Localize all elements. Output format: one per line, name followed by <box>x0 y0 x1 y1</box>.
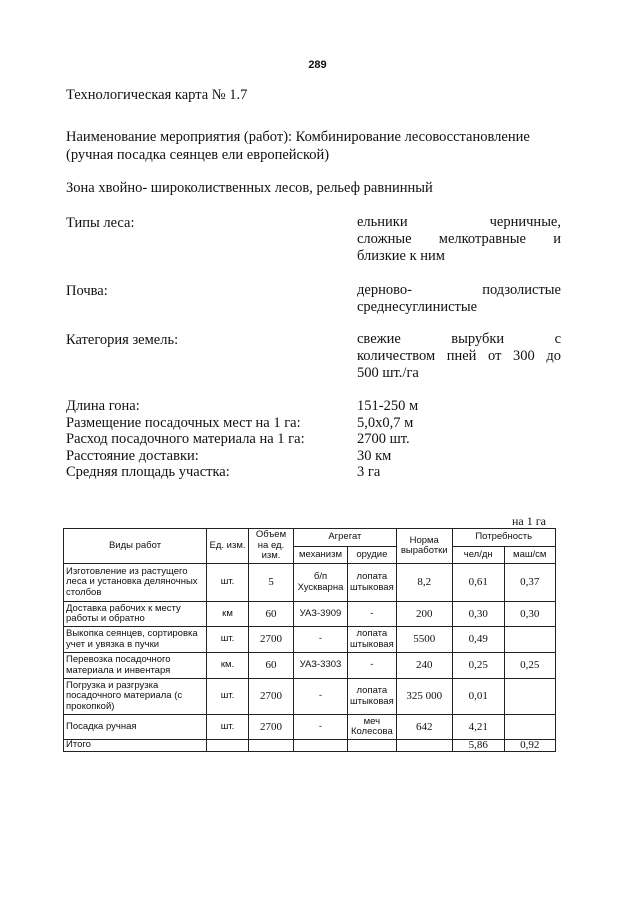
forest-types-line: сложные мелкотравные и <box>357 231 561 247</box>
work-name: Погрузка и разгрузка посадочного материала (с прокопкой) <box>64 679 207 715</box>
param-label: Расход посадочного материала на 1 га: <box>66 431 305 448</box>
empty-cell <box>249 740 294 752</box>
norm-cell: 325 000 <box>396 679 452 715</box>
header-aggregate: Агрегат <box>294 529 397 547</box>
norm-cell: 240 <box>396 653 452 679</box>
mechanism-cell: б/п Хускварна <box>294 564 348 602</box>
tool-cell: меч Колесова <box>348 715 397 740</box>
work-name: Изготовление из растущего леса и установка деляночных столбов <box>64 564 207 602</box>
man-days-cell: 0,25 <box>452 653 504 679</box>
empty-cell <box>294 740 348 752</box>
param-label: Длина гона: <box>66 398 140 414</box>
card-title: Технологическая карта № 1.7 <box>66 87 248 103</box>
param-value: 30 км <box>357 447 392 464</box>
machine-shifts-cell <box>504 627 555 653</box>
land-category-value <box>357 331 561 382</box>
header-unit: Ед. изм. <box>207 529 249 564</box>
page-number: 289 <box>308 59 327 71</box>
param-value: 2700 шт. <box>357 431 410 448</box>
soil-value <box>357 282 561 316</box>
empty-cell <box>396 740 452 752</box>
param-row <box>66 431 418 448</box>
mechanism-cell: - <box>294 679 348 715</box>
machine-shifts-cell <box>504 715 555 740</box>
header-tool: орудие <box>348 547 397 564</box>
empty-cell <box>348 740 397 752</box>
land-category-label: Категория земель: <box>66 332 179 348</box>
tool-cell: лопата штыковая <box>348 564 397 602</box>
tool-cell: - <box>348 653 397 679</box>
unit-cell: шт. <box>207 679 249 715</box>
param-row <box>66 398 418 415</box>
land-category-line: свежие вырубки с <box>357 331 561 347</box>
unit-cell: км <box>207 602 249 627</box>
volume-cell: 60 <box>249 602 294 627</box>
empty-cell <box>207 740 249 752</box>
work-name: Доставка рабочих к месту работы и обратно <box>64 602 207 627</box>
work-table <box>63 528 556 752</box>
tool-cell: - <box>348 602 397 627</box>
unit-cell: шт. <box>207 627 249 653</box>
mechanism-cell: - <box>294 715 348 740</box>
unit-cell: км. <box>207 653 249 679</box>
total-label: Итого <box>64 740 207 752</box>
zone-text: Зона хвойно- широколиственных лесов, рельеф равнинный <box>66 180 433 196</box>
table-total-row <box>64 740 556 752</box>
man-days-cell: 4,21 <box>452 715 504 740</box>
header-man-days: чел/дн <box>452 547 504 564</box>
header-mechanism: механизм <box>294 547 348 564</box>
unit-cell: шт. <box>207 715 249 740</box>
forest-types-line: ельники черничные, <box>357 214 561 230</box>
machine-shifts-cell <box>504 679 555 715</box>
table-row <box>64 564 556 602</box>
machine-shifts-cell: 0,37 <box>504 564 555 602</box>
mechanism-cell: - <box>294 627 348 653</box>
total-man-days: 5,86 <box>452 740 504 752</box>
header-machine-shifts: маш/см <box>504 547 555 564</box>
header-norm: Норма выработки <box>396 529 452 564</box>
forest-types-label: Типы леса: <box>66 215 135 231</box>
total-machine-shifts: 0,92 <box>504 740 555 752</box>
table-row <box>64 653 556 679</box>
machine-shifts-cell: 0,30 <box>504 602 555 627</box>
mechanism-cell: УАЗ-3303 <box>294 653 348 679</box>
table-row <box>64 627 556 653</box>
table-note: на 1 га <box>512 514 546 528</box>
param-value: 3 га <box>357 464 381 481</box>
forest-types-line: близкие к ним <box>357 248 445 264</box>
param-row <box>66 415 418 432</box>
param-value: 151-250 м <box>357 398 419 414</box>
unit-cell: шт. <box>207 564 249 602</box>
param-row <box>66 464 418 481</box>
man-days-cell: 0,30 <box>452 602 504 627</box>
header-need: Потребность <box>452 529 555 547</box>
soil-line: дерново- подзолистые <box>357 282 561 298</box>
work-name: Посадка ручная <box>64 715 207 740</box>
measure-name-line2: (ручная посадка сеянцев ели европейской) <box>66 147 330 163</box>
param-value: 5,0х0,7 м <box>357 414 414 431</box>
norm-cell: 8,2 <box>396 564 452 602</box>
man-days-cell: 0,49 <box>452 627 504 653</box>
volume-cell: 60 <box>249 653 294 679</box>
work-name: Выкопка сеянцев, сортировка учет и увязка в пучки <box>64 627 207 653</box>
norm-cell: 200 <box>396 602 452 627</box>
land-category-line: 500 шт./га <box>357 365 419 381</box>
volume-cell: 2700 <box>249 679 294 715</box>
volume-cell: 2700 <box>249 627 294 653</box>
land-category-line: количеством пней от 300 до <box>357 348 561 364</box>
tool-cell: лопата штыковая <box>348 679 397 715</box>
table-row <box>64 715 556 740</box>
table-row <box>64 602 556 627</box>
machine-shifts-cell: 0,25 <box>504 653 555 679</box>
header-volume: Объем на ед. изм. <box>249 529 294 564</box>
volume-cell: 5 <box>249 564 294 602</box>
soil-line: среднесуглинистые <box>357 299 478 315</box>
params-list <box>66 398 418 481</box>
param-row <box>66 448 418 465</box>
norm-cell: 5500 <box>396 627 452 653</box>
norm-cell: 642 <box>396 715 452 740</box>
header-work-types: Виды работ <box>64 529 207 564</box>
volume-cell: 2700 <box>249 715 294 740</box>
forest-types-value <box>357 214 561 265</box>
man-days-cell: 0,61 <box>452 564 504 602</box>
param-label: Размещение посадочных мест на 1 га: <box>66 414 301 431</box>
param-label: Расстояние доставки: <box>66 447 199 464</box>
param-label: Средняя площадь участка: <box>66 464 230 481</box>
measure-name-line1: Наименование мероприятия (работ): Комбинирование лесовосстановление <box>66 129 530 145</box>
soil-label: Почва: <box>66 283 108 299</box>
tool-cell: лопата штыковая <box>348 627 397 653</box>
man-days-cell: 0,01 <box>452 679 504 715</box>
mechanism-cell: УАЗ-3909 <box>294 602 348 627</box>
table-row <box>64 679 556 715</box>
work-name: Перевозка посадочного материала и инвентаря <box>64 653 207 679</box>
